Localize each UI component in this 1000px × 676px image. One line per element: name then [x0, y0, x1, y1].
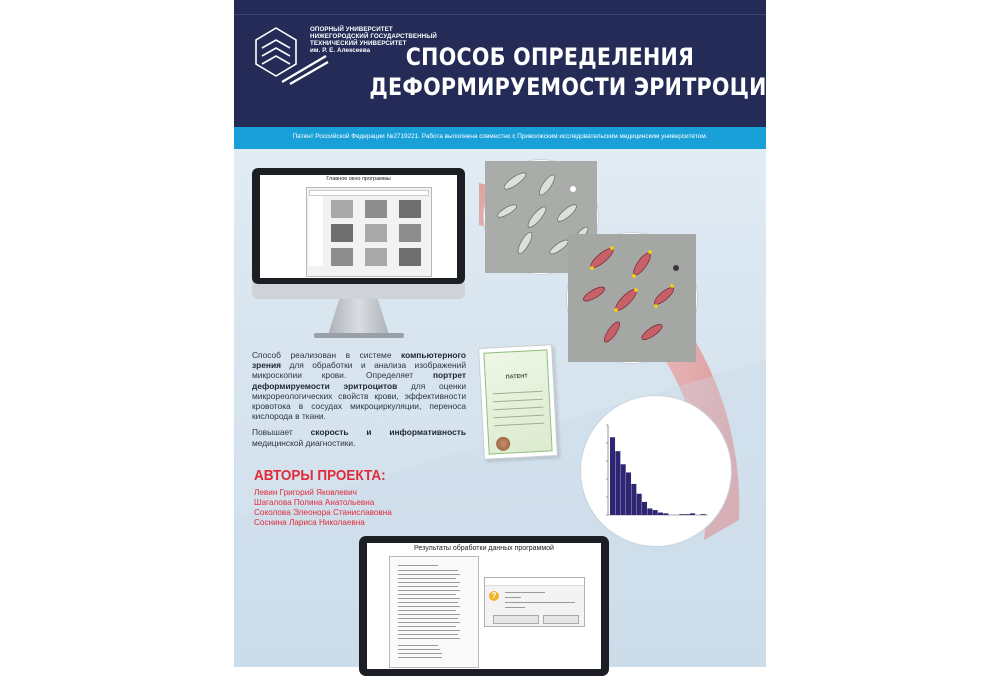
- monitor-results: [359, 536, 609, 676]
- histogram-bar: [663, 513, 668, 515]
- poster: [234, 0, 815, 667]
- histogram-bar: [685, 514, 690, 515]
- university-line: НИЖЕГОРОДСКИЙ ГОСУДАРСТВЕННЫЙ: [310, 33, 437, 40]
- histogram-bar: [615, 451, 620, 515]
- histogram-bar: [679, 514, 684, 515]
- microscopy-image-annotated: [567, 233, 697, 363]
- histogram-bar: [701, 514, 706, 515]
- certificate-title: ПАТЕНТ: [505, 373, 528, 381]
- histogram-bar: [621, 464, 626, 515]
- monitor-screen: [367, 543, 601, 669]
- poster-header: [234, 0, 815, 127]
- description-paragraph-2: [252, 427, 466, 447]
- progress-dialog: [484, 577, 585, 627]
- microscopy-thumbnail: [331, 224, 353, 242]
- poster-title: [369, 42, 815, 102]
- microscopy-thumbnail: [331, 200, 353, 218]
- histogram-bar: [690, 513, 695, 515]
- monitor-main-window: [252, 168, 465, 338]
- author-name: Соснина Лариса Николаевна: [254, 518, 365, 527]
- desc-text: Повышает: [252, 427, 311, 438]
- histogram-bar: [610, 437, 615, 515]
- microscopy-thumbnail: [399, 248, 421, 266]
- desc-emphasis: портрет деформируемости эритроцитов: [252, 370, 466, 391]
- histogram-bar: [637, 494, 642, 515]
- title-line-1: СПОСОБ ОПРЕДЕЛЕНИЯ: [405, 43, 695, 71]
- method-description: [252, 350, 466, 454]
- microscopy-thumbnail: [399, 200, 421, 218]
- microscopy-thumbnail: [331, 248, 353, 266]
- question-icon: ?: [489, 591, 499, 601]
- histogram-bar: [653, 510, 658, 515]
- author-name: Соколова Элеонора Станиславовна: [254, 508, 392, 517]
- author-name: Левин Григорий Яковлевич: [254, 488, 357, 497]
- results-window: [389, 556, 479, 668]
- deformability-histogram: [581, 396, 731, 546]
- program-window: [306, 187, 432, 277]
- histogram-bar: [642, 502, 647, 515]
- patent-certificate: [478, 344, 558, 460]
- microscopy-thumbnail: [399, 224, 421, 242]
- description-paragraph-1: [252, 350, 466, 421]
- desc-emphasis: скорость и информативность: [310, 427, 466, 438]
- screen-title: Главное окно программы: [326, 176, 391, 182]
- dialog-button[interactable]: [543, 615, 579, 624]
- histogram-bar: [647, 508, 652, 515]
- university-line: им. Р. Е. Алексеева: [310, 47, 371, 54]
- histogram-bar: [631, 484, 636, 515]
- monitor-screen: [260, 175, 457, 278]
- university-line: ОПОРНЫЙ УНИВЕРСИТЕТ: [310, 26, 393, 33]
- histogram-chart: [582, 397, 730, 545]
- microscopy-thumbnail: [365, 248, 387, 266]
- microscopy-thumbnail: [365, 224, 387, 242]
- desc-text: для обработки и анализа изображений микроскопии крови. Определяет: [252, 360, 466, 381]
- patent-subtitle: Патент Российской Федерации №2719221. Работа выполнена совместно с Приволжским исследовательским медицинским университетом.: [292, 133, 708, 140]
- title-line-2: ДЕФОРМИРУЕМОСТИ ЭРИТРОЦИТОВ: [369, 73, 815, 101]
- desc-emphasis: компьютерного зрения: [252, 350, 466, 371]
- authors-heading: АВТОРЫ ПРОЕКТА:: [254, 467, 386, 484]
- screen-title: Результаты обработки данных программой: [414, 545, 554, 552]
- histogram-bar: [626, 472, 631, 515]
- certificate-seal-icon: [496, 436, 511, 451]
- desc-text: медицинской диагностики.: [252, 437, 356, 448]
- microscopy-thumbnail: [365, 200, 387, 218]
- desc-text: для оценки микрореологических свойств крови, эффективности кровотока в сосудах микроциркуляции, переноса кислорода в ткани.: [252, 380, 467, 422]
- university-line: ТЕХНИЧЕСКИЙ УНИВЕРСИТЕТ: [310, 40, 407, 47]
- desc-text: Способ реализован в системе: [252, 350, 402, 360]
- histogram-bar: [658, 513, 663, 515]
- dialog-button[interactable]: [493, 615, 539, 624]
- author-name: Шагалова Полина Анатольевна: [254, 498, 375, 507]
